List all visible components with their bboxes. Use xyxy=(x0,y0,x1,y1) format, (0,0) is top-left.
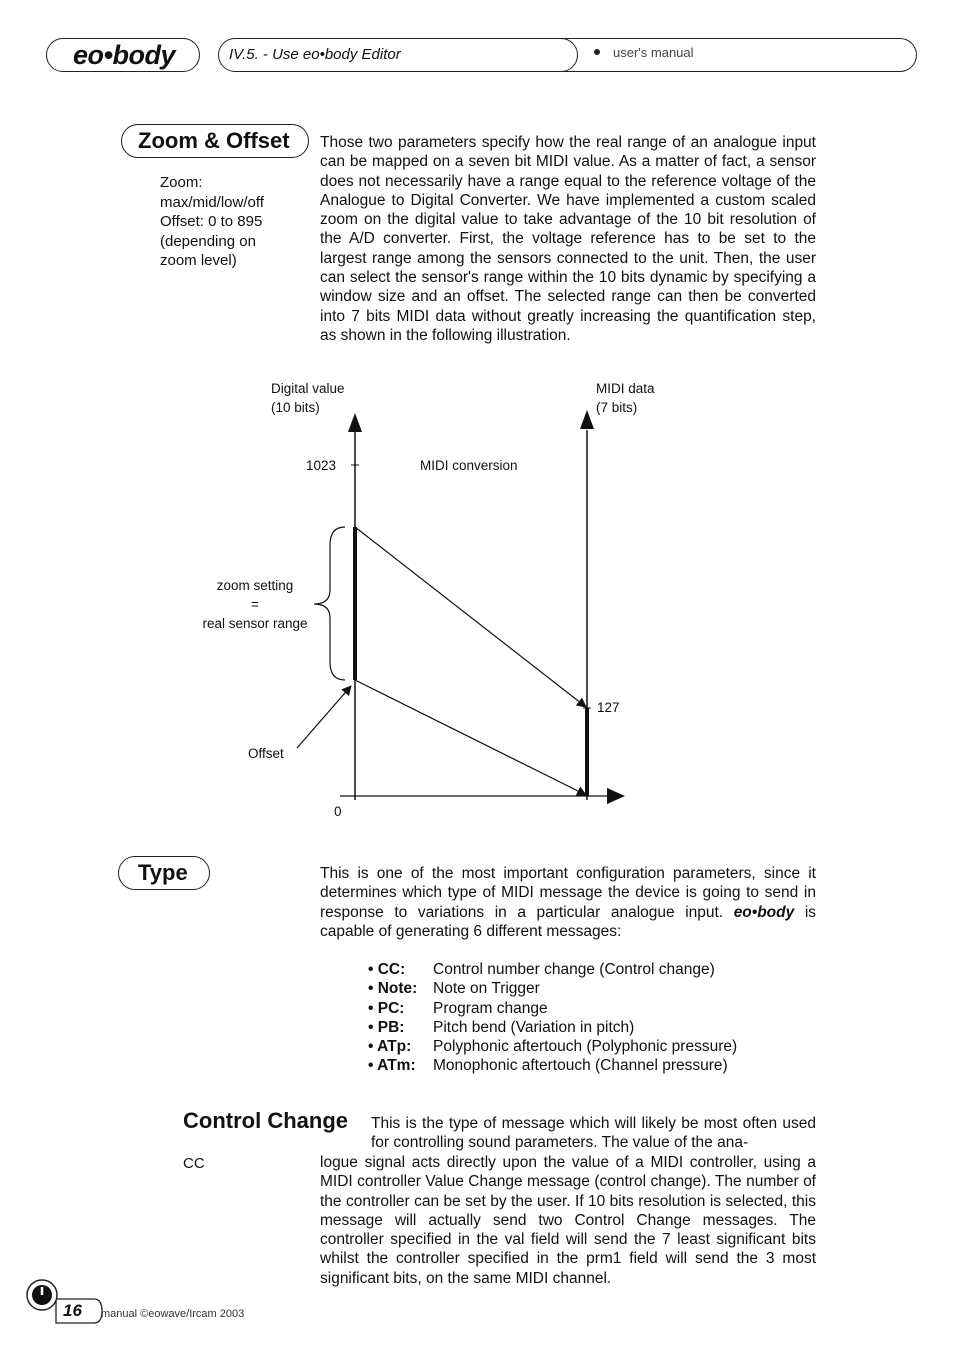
footer-copyright: manual ©eowave/Ircam 2003 xyxy=(101,1308,245,1320)
side-note-line: (depending on xyxy=(160,232,256,250)
message-key: • ATm: xyxy=(368,1057,416,1075)
list-item xyxy=(368,999,737,1018)
list-item xyxy=(368,1056,737,1075)
list-item xyxy=(368,1018,737,1037)
type-paragraph-text: This is one of the most important configuration parameters, since it determines which type of MIDI message the device is going to send in response to variations in a particular analogue input. xyxy=(320,865,816,921)
cc-paragraph-first: This is the type of message which will likely be most often used for controlling sound parameters. The value of the ana- xyxy=(371,1115,816,1152)
message-desc: Pitch bend (Variation in pitch) xyxy=(433,1018,635,1036)
zoom-setting-line: real sensor range xyxy=(202,616,308,631)
list-item xyxy=(368,960,737,979)
zero-label: 0 xyxy=(334,804,342,819)
zoom-setting-label xyxy=(190,576,320,633)
brand-logo: eo•body xyxy=(73,40,175,70)
side-note-line: Zoom: xyxy=(160,174,203,191)
message-key: • CC: xyxy=(368,961,406,978)
message-key: • PC: xyxy=(368,999,405,1017)
zoom-setting-line: = xyxy=(251,597,259,612)
midi-conversion-label: MIDI conversion xyxy=(420,458,518,473)
zoom-offset-heading-text: Zoom & Offset xyxy=(138,128,290,153)
message-key: • PB: xyxy=(368,1018,405,1036)
x-axis-arrow xyxy=(607,788,625,804)
side-note-line: max/mid/low/off xyxy=(160,193,264,211)
message-desc: Program change xyxy=(433,999,548,1017)
midi-data-bits: (7 bits) xyxy=(596,400,638,415)
digital-value-label xyxy=(271,379,345,417)
message-desc: Note on Trigger xyxy=(433,980,540,998)
digital-value-title: Digital value xyxy=(271,381,345,396)
message-key: • Note: xyxy=(368,980,418,998)
value-1023-label: 1023 xyxy=(306,458,337,473)
control-change-heading: Control Change xyxy=(183,1108,348,1133)
cc-paragraph-rest: logue signal acts directly upon the value of a MIDI controller, using a MIDI controller Value Change message (control change). The number of the controller can be set by the user. If 10 bits resolution is selected, this message will actually send two Control Change messages. The controller specified in the val field will send the 7 least significant bits whilst the controller specified in the prm1 field will send the 3 most significant bits, on the same MIDI channel. xyxy=(320,1154,816,1287)
value-127-label: 127 xyxy=(597,700,620,715)
cc-side-label: CC xyxy=(183,1155,205,1172)
chapter-tab xyxy=(218,38,578,72)
digital-axis-arrow xyxy=(348,413,362,432)
message-desc: Polyphonic aftertouch (Polyphonic pressure) xyxy=(433,1038,738,1056)
lower-conversion-line xyxy=(355,680,586,795)
midi-axis-arrow xyxy=(580,410,594,429)
digital-value-bits: (10 bits) xyxy=(271,400,320,415)
offset-label: Offset xyxy=(248,746,284,761)
list-item xyxy=(368,1037,737,1056)
offset-pointer xyxy=(297,686,351,748)
message-desc: Monophonic aftertouch (Channel pressure) xyxy=(433,1057,728,1075)
midi-data-label xyxy=(596,379,655,417)
type-paragraph-end: is capable of generating 6 different messages: xyxy=(320,903,817,940)
message-key: • ATp: xyxy=(368,1038,412,1056)
message-list xyxy=(368,960,737,1076)
chapter-title: IV.5. - Use eo•body Editor xyxy=(229,46,401,63)
upper-conversion-line xyxy=(355,527,586,707)
side-note-line: Offset: 0 to 895 xyxy=(160,213,263,230)
type-heading-text: Type xyxy=(138,860,188,885)
type-heading xyxy=(118,856,210,890)
message-desc: Control number change (Control change) xyxy=(433,961,715,978)
bullet-icon xyxy=(594,49,600,55)
zoom-offset-paragraph: Those two parameters specify how the real range of an analogue input can be mapped on a seven bit MIDI value. As a matter of fact, a sensor does not necessarily have a range equal to the reference voltage of the Analogue to Digital Converter. We have implemented a custom scaled zoom on the digital value to take advantage of the 10 bit resolution of the A/D converter. First, the voltage reference has to be set to the largest range among the sensors connected to the unit. Then, the user can select the sensor's range within the 10 bits dynamic by specifying a window size and an offset. The selected range can then be converted into 7 bits MIDI data without greatly increasing the quantification step, as shown in the following illustration. xyxy=(320,134,816,344)
zoom-setting-line: zoom setting xyxy=(216,578,294,593)
page-number: 16 xyxy=(63,1301,82,1320)
manual-label: user's manual xyxy=(613,45,694,60)
type-paragraph xyxy=(320,864,816,941)
midi-data-title: MIDI data xyxy=(596,381,655,396)
side-note-line: zoom level) xyxy=(160,252,237,269)
list-item xyxy=(368,979,737,998)
brand-name: eo•body xyxy=(733,903,795,921)
